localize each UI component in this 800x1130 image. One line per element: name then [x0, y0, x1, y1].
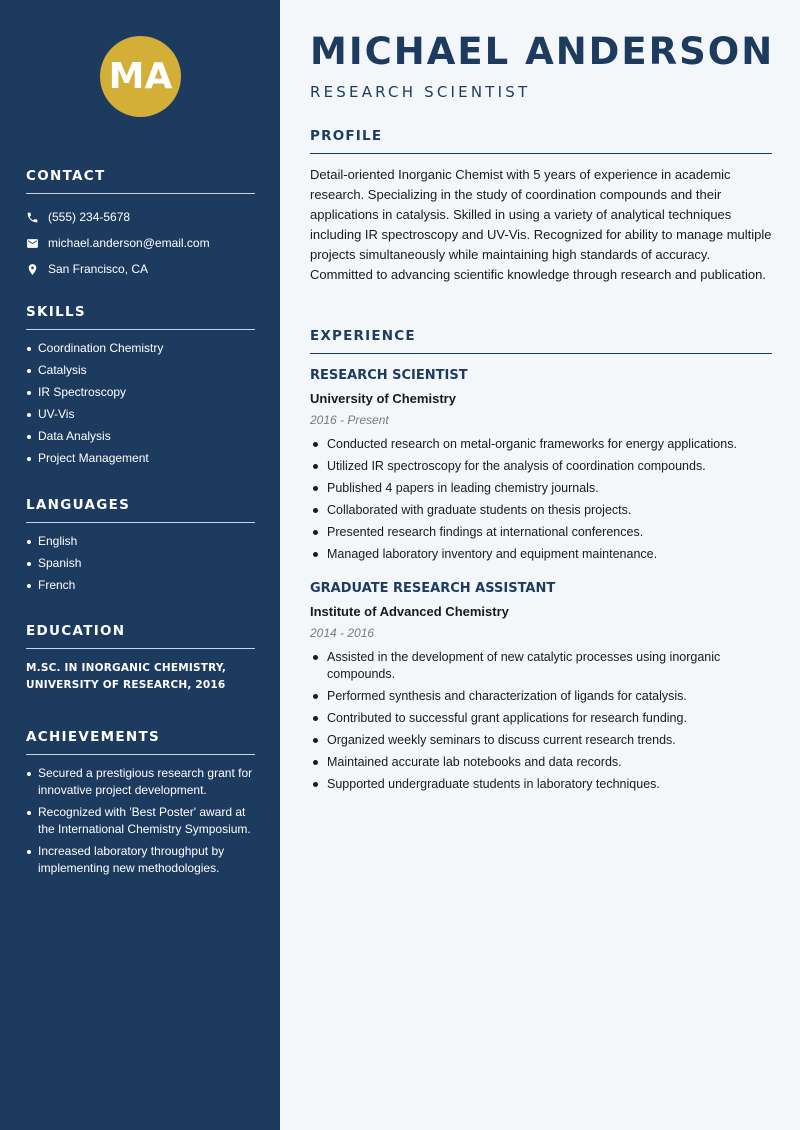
phone-icon — [26, 211, 39, 224]
languages-heading: LANGUAGES — [26, 497, 255, 523]
experience-heading: EXPERIENCE — [310, 328, 772, 354]
job-point: Utilized IR spectroscopy for the analysis of coordination compounds. — [310, 458, 772, 475]
experience-section — [310, 328, 772, 798]
phone-text: (555) 234-5678 — [48, 210, 131, 224]
job-point: Maintained accurate lab notebooks and data records. — [310, 754, 772, 771]
job-point: Contributed to successful grant applications for research funding. — [310, 710, 772, 727]
language-item: English — [26, 533, 255, 550]
job-points — [310, 649, 772, 793]
achievement-item: Secured a prestigious research grant for innovative project development. — [26, 765, 255, 799]
skill-item: IR Spectroscopy — [26, 384, 255, 401]
job-dates: 2016 - Present — [310, 413, 389, 427]
job-point: Supported undergraduate students in laboratory techniques. — [310, 776, 772, 793]
achievements-heading: ACHIEVEMENTS — [26, 729, 255, 755]
job-point: Managed laboratory inventory and equipment maintenance. — [310, 546, 772, 563]
location-text: San Francisco, CA — [48, 262, 149, 276]
job-role: RESEARCH SCIENTIST — [310, 368, 468, 383]
job-point: Assisted in the development of new catalytic processes using inorganic compounds. — [310, 649, 772, 683]
achievement-item: Recognized with 'Best Poster' award at the International Chemistry Symposium. — [26, 804, 255, 838]
job-title: RESEARCH SCIENTIST — [310, 83, 531, 101]
language-item: Spanish — [26, 555, 255, 572]
skill-item: Catalysis — [26, 362, 255, 379]
email-icon — [26, 237, 39, 250]
contact-heading: CONTACT — [26, 168, 255, 194]
sidebar — [0, 0, 280, 1130]
contact-section — [26, 168, 255, 282]
job-point: Performed synthesis and characterization of ligands for catalysis. — [310, 688, 772, 705]
job-point: Conducted research on metal-organic frameworks for energy applications. — [310, 436, 772, 453]
job-organization: Institute of Advanced Chemistry — [310, 604, 509, 619]
education-section — [26, 623, 255, 694]
job-point: Published 4 papers in leading chemistry journals. — [310, 480, 772, 497]
contact-location — [26, 256, 255, 282]
job-point: Collaborated with graduate students on thesis projects. — [310, 502, 772, 519]
contact-list — [26, 204, 255, 282]
job-point: Presented research findings at international conferences. — [310, 524, 772, 541]
achievement-item: Increased laboratory throughput by implementing new methodologies. — [26, 843, 255, 877]
languages-section — [26, 497, 255, 599]
profile-heading: PROFILE — [310, 128, 772, 154]
skill-item: Data Analysis — [26, 428, 255, 445]
job-dates: 2014 - 2016 — [310, 626, 375, 640]
skills-list — [26, 340, 255, 467]
job-organization: University of Chemistry — [310, 391, 456, 406]
education-entry: M.SC. IN INORGANIC CHEMISTRY, UNIVERSITY OF RESEARCH, 2016 — [26, 662, 227, 691]
person-name: MICHAEL ANDERSON — [310, 30, 775, 73]
language-item: French — [26, 577, 255, 594]
achievements-list — [26, 765, 255, 877]
job-point: Organized weekly seminars to discuss current research trends. — [310, 732, 772, 749]
profile-text: Detail-oriented Inorganic Chemist with 5 years of experience in academic research. Specializing in the study of coordination compounds and their applications in catalysis. Skilled in using a variety of analytical techniques including IR spectroscopy and UV-Vis. Recognized for ability to manage multiple projects simultaneously while maintaining high standards of accuracy. Committed to advancing scientific knowledge through research and publication. — [310, 167, 772, 282]
achievements-section — [26, 729, 255, 882]
avatar: MA — [100, 36, 181, 117]
job-points — [310, 436, 772, 563]
job-entry — [310, 366, 772, 563]
skills-section — [26, 304, 255, 472]
languages-list — [26, 533, 255, 594]
education-heading: EDUCATION — [26, 623, 255, 649]
skill-item: Coordination Chemistry — [26, 340, 255, 357]
profile-section — [310, 128, 772, 285]
skill-item: Project Management — [26, 450, 255, 467]
contact-phone — [26, 204, 255, 230]
email-text: michael.anderson@email.com — [48, 236, 210, 250]
contact-email — [26, 230, 255, 256]
skills-heading: SKILLS — [26, 304, 255, 330]
location-pin-icon — [26, 263, 39, 276]
job-role: GRADUATE RESEARCH ASSISTANT — [310, 581, 556, 596]
skill-item: UV-Vis — [26, 406, 255, 423]
job-entry — [310, 579, 772, 793]
